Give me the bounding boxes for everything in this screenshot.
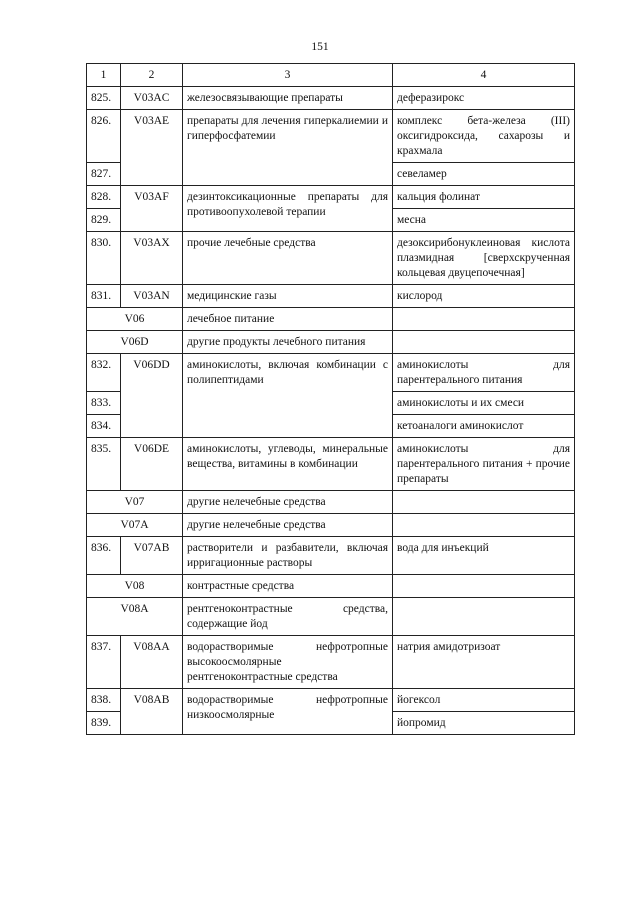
group-row xyxy=(87,598,575,636)
table-row xyxy=(87,232,575,285)
drug-name: кетоаналоги аминокислот xyxy=(393,415,575,438)
group-code: V07A xyxy=(87,514,183,537)
group-description: лечебное питание xyxy=(183,308,393,331)
row-number: 831. xyxy=(87,285,121,308)
group-row xyxy=(87,575,575,598)
row-number: 836. xyxy=(87,537,121,575)
group-row xyxy=(87,308,575,331)
drug-name: аминокислоты для парентерального питания + прочие препараты xyxy=(393,438,575,491)
row-number: 830. xyxy=(87,232,121,285)
atc-code: V03AC xyxy=(121,87,183,110)
drug-name: аминокислоты для парентерального питания xyxy=(393,354,575,392)
atc-code: V08AA xyxy=(121,636,183,689)
group-description: медицинские газы xyxy=(183,285,393,308)
drug-name: аминокислоты и их смеси xyxy=(393,392,575,415)
table-row xyxy=(87,87,575,110)
group-description: растворители и разбавители, включая ирригационные растворы xyxy=(183,537,393,575)
group-row xyxy=(87,491,575,514)
atc-code: V03AF xyxy=(121,186,183,232)
table-row xyxy=(87,285,575,308)
group-code: V06 xyxy=(87,308,183,331)
drug-name: йогексол xyxy=(393,689,575,712)
group-description: аминокислоты, углеводы, минеральные вещества, витамины в комбинации xyxy=(183,438,393,491)
group-description: другие нелечебные средства xyxy=(183,514,393,537)
group-code: V08 xyxy=(87,575,183,598)
group-description: железосвязывающие препараты xyxy=(183,87,393,110)
table-row xyxy=(87,186,575,209)
group-row xyxy=(87,514,575,537)
table-row xyxy=(87,689,575,712)
row-number: 837. xyxy=(87,636,121,689)
table-header-row xyxy=(87,64,575,87)
row-number: 839. xyxy=(87,712,121,735)
drug-classification-table xyxy=(86,63,575,735)
drug-name: дезоксирибонуклеиновая кислота плазмидная [сверхскрученная кольцевая двуцепочечная] xyxy=(393,232,575,285)
drug-name: месна xyxy=(393,209,575,232)
atc-code: V06DE xyxy=(121,438,183,491)
group-description: препараты для лечения гиперкалиемии и гиперфосфатемии xyxy=(183,110,393,186)
row-number: 826. xyxy=(87,110,121,163)
row-number: 829. xyxy=(87,209,121,232)
page-number: 151 xyxy=(311,41,329,53)
atc-code: V08AB xyxy=(121,689,183,735)
drug-name: кальция фолинат xyxy=(393,186,575,209)
table-row xyxy=(87,438,575,491)
drug-name: комплекс бета-железа (III) оксигидроксида, сахарозы и крахмала xyxy=(393,110,575,163)
atc-code: V03AX xyxy=(121,232,183,285)
group-description: водорастворимые нефротропные низкоосмолярные xyxy=(183,689,393,735)
atc-code: V03AE xyxy=(121,110,183,186)
group-description: контрастные средства xyxy=(183,575,393,598)
group-description: аминокислоты, включая комбинации с полипептидами xyxy=(183,354,393,438)
row-number: 827. xyxy=(87,163,121,186)
drug-name: натрия амидотризоат xyxy=(393,636,575,689)
atc-code: V06DD xyxy=(121,354,183,438)
table-row xyxy=(87,636,575,689)
group-code: V06D xyxy=(87,331,183,354)
group-description: другие продукты лечебного питания xyxy=(183,331,393,354)
row-number: 833. xyxy=(87,392,121,415)
group-description: водорастворимые нефротропные высокоосмолярные рентгеноконтрастные средства xyxy=(183,636,393,689)
table-row xyxy=(87,110,575,163)
group-code: V07 xyxy=(87,491,183,514)
table-row xyxy=(87,537,575,575)
row-number: 828. xyxy=(87,186,121,209)
row-number: 835. xyxy=(87,438,121,491)
group-description: дезинтоксикационные препараты для противоопухолевой терапии xyxy=(183,186,393,232)
drug-name: деферазирокс xyxy=(393,87,575,110)
column-header: 4 xyxy=(393,64,575,87)
group-code: V08A xyxy=(87,598,183,636)
drug-name: йопромид xyxy=(393,712,575,735)
column-header: 2 xyxy=(121,64,183,87)
row-number: 838. xyxy=(87,689,121,712)
group-description: другие нелечебные средства xyxy=(183,491,393,514)
row-number: 834. xyxy=(87,415,121,438)
group-description: прочие лечебные средства xyxy=(183,232,393,285)
row-number: 832. xyxy=(87,354,121,392)
drug-name: вода для инъекций xyxy=(393,537,575,575)
drug-name: кислород xyxy=(393,285,575,308)
group-row xyxy=(87,331,575,354)
column-header: 3 xyxy=(183,64,393,87)
column-header: 1 xyxy=(87,64,121,87)
drug-name: севеламер xyxy=(393,163,575,186)
atc-code: V03AN xyxy=(121,285,183,308)
row-number: 825. xyxy=(87,87,121,110)
table-row xyxy=(87,354,575,392)
group-description: рентгеноконтрастные средства, содержащие йод xyxy=(183,598,393,636)
atc-code: V07AB xyxy=(121,537,183,575)
